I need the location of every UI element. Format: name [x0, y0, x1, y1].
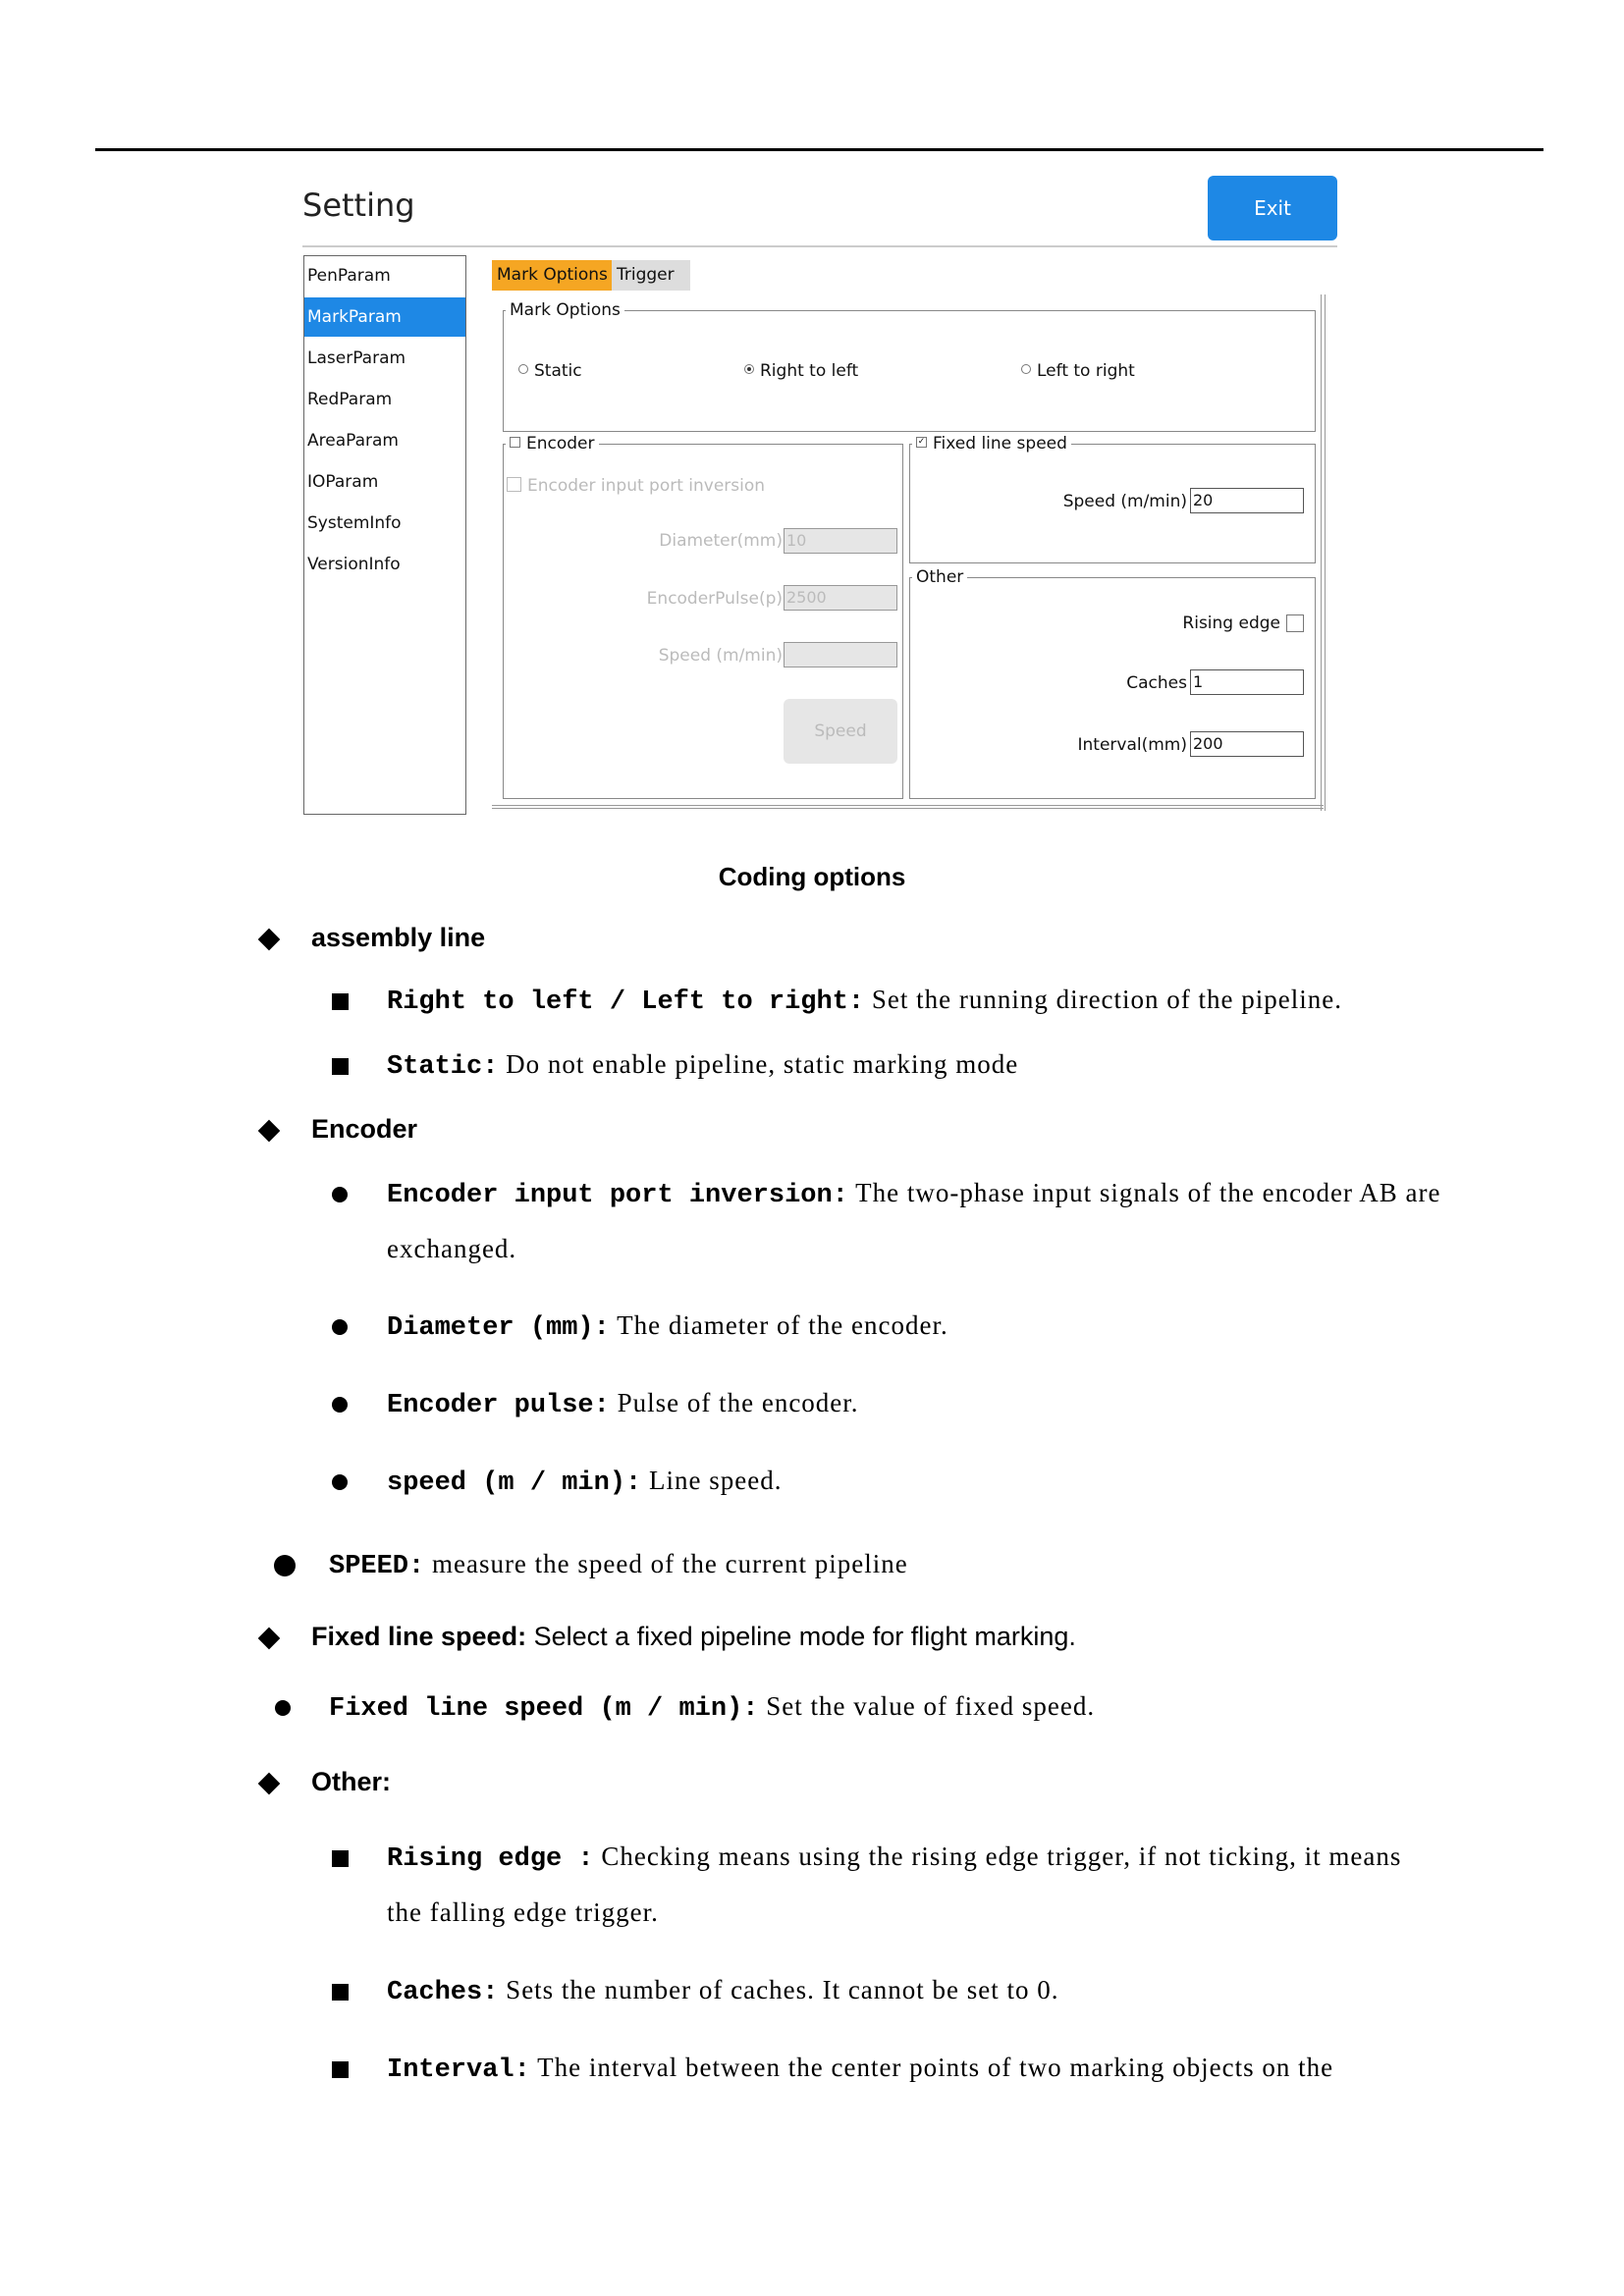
- encoder-legend-label: Encoder: [526, 434, 595, 454]
- interval-text: The interval between the center points of two marking objects on the: [537, 2053, 1334, 2082]
- figure-caption: Coding options: [718, 862, 906, 891]
- other-legend: Other: [916, 567, 964, 587]
- diameter-text: The diameter of the encoder.: [617, 1310, 948, 1340]
- nav-item-penparam[interactable]: PenParam: [307, 266, 391, 286]
- radio-selected-icon: [744, 364, 754, 374]
- radio-left-to-right[interactable]: [1021, 361, 1135, 381]
- speed-text: Line speed.: [649, 1466, 783, 1495]
- rising-item: [387, 1842, 1401, 1874]
- pulse-key: Encoder pulse:: [387, 1391, 610, 1420]
- encoder-legend[interactable]: [506, 434, 599, 454]
- speed-button-text: measure the speed of the current pipeline: [431, 1549, 908, 1578]
- dot-bullet-icon: [274, 1555, 296, 1576]
- interval-label: Interval(mm): [1077, 735, 1187, 755]
- fixed-speed-input[interactable]: 20: [1190, 488, 1304, 513]
- interval-input[interactable]: 200: [1190, 731, 1304, 757]
- diamond-bullet-icon: [258, 1773, 281, 1795]
- square-bullet-icon: [332, 1058, 349, 1075]
- diameter-key: Diameter (mm):: [387, 1313, 610, 1343]
- rising-edge-label: Rising edge: [1182, 614, 1280, 633]
- inversion-key: Encoder input port inversion:: [387, 1181, 848, 1210]
- encoder-speed-label: Speed (m/min): [658, 646, 783, 666]
- rising-item-cont: the falling edge trigger.: [387, 1897, 659, 1927]
- radio-right-to-left-label: Right to left: [760, 361, 859, 381]
- title-divider: [302, 245, 1337, 247]
- encoder-inversion-checkbox[interactable]: [507, 476, 765, 496]
- pulse-text: Pulse of the encoder.: [617, 1388, 859, 1417]
- diamond-bullet-icon: [258, 1628, 281, 1650]
- other-heading: [311, 1767, 391, 1797]
- fixed-text: Select a fixed pipeline mode for flight marking.: [533, 1622, 1076, 1651]
- content-panel-edge: [1321, 294, 1326, 811]
- static-key: Static:: [387, 1052, 499, 1082]
- speed-button[interactable]: Speed: [784, 699, 897, 764]
- nav-item-systeminfo[interactable]: SystemInfo: [307, 513, 402, 533]
- fixed-sub-text: Set the value of fixed speed.: [766, 1691, 1096, 1721]
- speed-button-key: SPEED:: [329, 1552, 425, 1581]
- fixed-key: Fixed line speed:: [311, 1622, 527, 1651]
- tab-trigger[interactable]: Trigger: [612, 260, 690, 291]
- caches-label: Caches: [1126, 673, 1187, 693]
- radio-right-to-left[interactable]: [744, 361, 858, 381]
- dot-bullet-icon: [332, 1187, 348, 1202]
- checkbox-icon: [507, 477, 521, 492]
- mark-options-legend: Mark Options: [510, 300, 621, 320]
- encoder-heading-text: Encoder: [311, 1114, 418, 1144]
- dot-bullet-icon: [275, 1700, 291, 1716]
- pulse-item: [387, 1388, 859, 1420]
- square-bullet-icon: [332, 1984, 349, 2001]
- assembly-heading: [311, 923, 485, 953]
- radio-icon: [518, 364, 528, 374]
- encoder-pulse-label: EncoderPulse(p): [646, 589, 783, 609]
- static-text: Do not enable pipeline, static marking mode: [506, 1049, 1019, 1079]
- dot-bullet-icon: [332, 1474, 348, 1490]
- fixed-line-speed-legend-label: Fixed line speed: [933, 434, 1067, 454]
- static-item: [387, 1049, 1018, 1082]
- fixed-line-speed-checkbox[interactable]: ✓: [917, 436, 926, 447]
- caches-item: [387, 1975, 1059, 2007]
- tab-mark-options[interactable]: Mark Options: [492, 260, 622, 291]
- mark-options-group: [503, 300, 1316, 432]
- speed-key: speed (m / min):: [387, 1468, 642, 1498]
- dot-bullet-icon: [332, 1397, 348, 1413]
- dot-bullet-icon: [332, 1319, 348, 1335]
- content-panel-edge: [492, 805, 1324, 809]
- setting-title: Setting: [302, 187, 415, 224]
- radio-static[interactable]: [518, 361, 582, 381]
- nav-item-markparam[interactable]: MarkParam: [304, 297, 465, 337]
- nav-item-laserparam[interactable]: LaserParam: [307, 348, 406, 368]
- square-bullet-icon: [332, 993, 349, 1010]
- nav-item-ioparam[interactable]: IOParam: [307, 472, 379, 492]
- settings-nav: [303, 255, 466, 815]
- encoder-pulse-input[interactable]: 2500: [784, 585, 897, 611]
- fixed-sub-key: Fixed line speed (m / min):: [329, 1694, 759, 1724]
- inversion-item: [387, 1178, 1441, 1210]
- radio-left-to-right-label: Left to right: [1037, 361, 1135, 381]
- exit-button[interactable]: Exit: [1208, 176, 1337, 240]
- diameter-label: Diameter(mm): [659, 531, 783, 551]
- fixed-heading: [311, 1622, 1076, 1652]
- encoder-heading: [311, 1114, 417, 1145]
- header-rule: [95, 148, 1543, 151]
- encoder-speed-input[interactable]: [784, 642, 897, 667]
- caches-input[interactable]: 1: [1190, 669, 1304, 695]
- encoder-inversion-label: Encoder input port inversion: [527, 476, 766, 496]
- caches-text: Sets the number of caches. It cannot be set to 0.: [506, 1975, 1059, 2004]
- square-bullet-icon: [332, 2061, 349, 2078]
- nav-item-versioninfo[interactable]: VersionInfo: [307, 555, 401, 574]
- inversion-text: The two-phase input signals of the encoder AB are: [855, 1178, 1441, 1207]
- diameter-item: [387, 1310, 948, 1343]
- assembly-heading-text: assembly line: [311, 923, 486, 952]
- encoder-checkbox[interactable]: [510, 437, 520, 448]
- square-bullet-icon: [332, 1850, 349, 1867]
- interval-key: Interval:: [387, 2056, 530, 2085]
- rtl-item: [387, 985, 1342, 1017]
- fixed-line-speed-legend[interactable]: [912, 434, 1071, 454]
- other-heading-text: Other:: [311, 1767, 391, 1796]
- rising-key: Rising edge :: [387, 1844, 594, 1874]
- diamond-bullet-icon: [258, 929, 281, 951]
- radio-icon: [1021, 364, 1031, 374]
- radio-static-label: Static: [534, 361, 582, 381]
- fixed-speed-label: Speed (m/min): [1062, 492, 1187, 511]
- inversion-item-cont: exchanged.: [387, 1234, 517, 1263]
- speed-button-item: [329, 1549, 908, 1581]
- caches-key: Caches:: [387, 1978, 499, 2007]
- rtl-text: Set the running direction of the pipeline.: [871, 985, 1342, 1014]
- rising-text: Checking means using the rising edge trigger, if not ticking, it means: [601, 1842, 1402, 1871]
- rtl-key: Right to left / Left to right:: [387, 988, 865, 1017]
- nav-item-redparam[interactable]: RedParam: [307, 390, 393, 409]
- interval-item: [387, 2053, 1333, 2085]
- diamond-bullet-icon: [258, 1120, 281, 1143]
- diameter-input[interactable]: 10: [784, 528, 897, 554]
- fixed-sub-item: [329, 1691, 1095, 1724]
- nav-item-areaparam[interactable]: AreaParam: [307, 431, 399, 451]
- rising-edge-checkbox[interactable]: [1286, 614, 1304, 632]
- speed-item: [387, 1466, 782, 1498]
